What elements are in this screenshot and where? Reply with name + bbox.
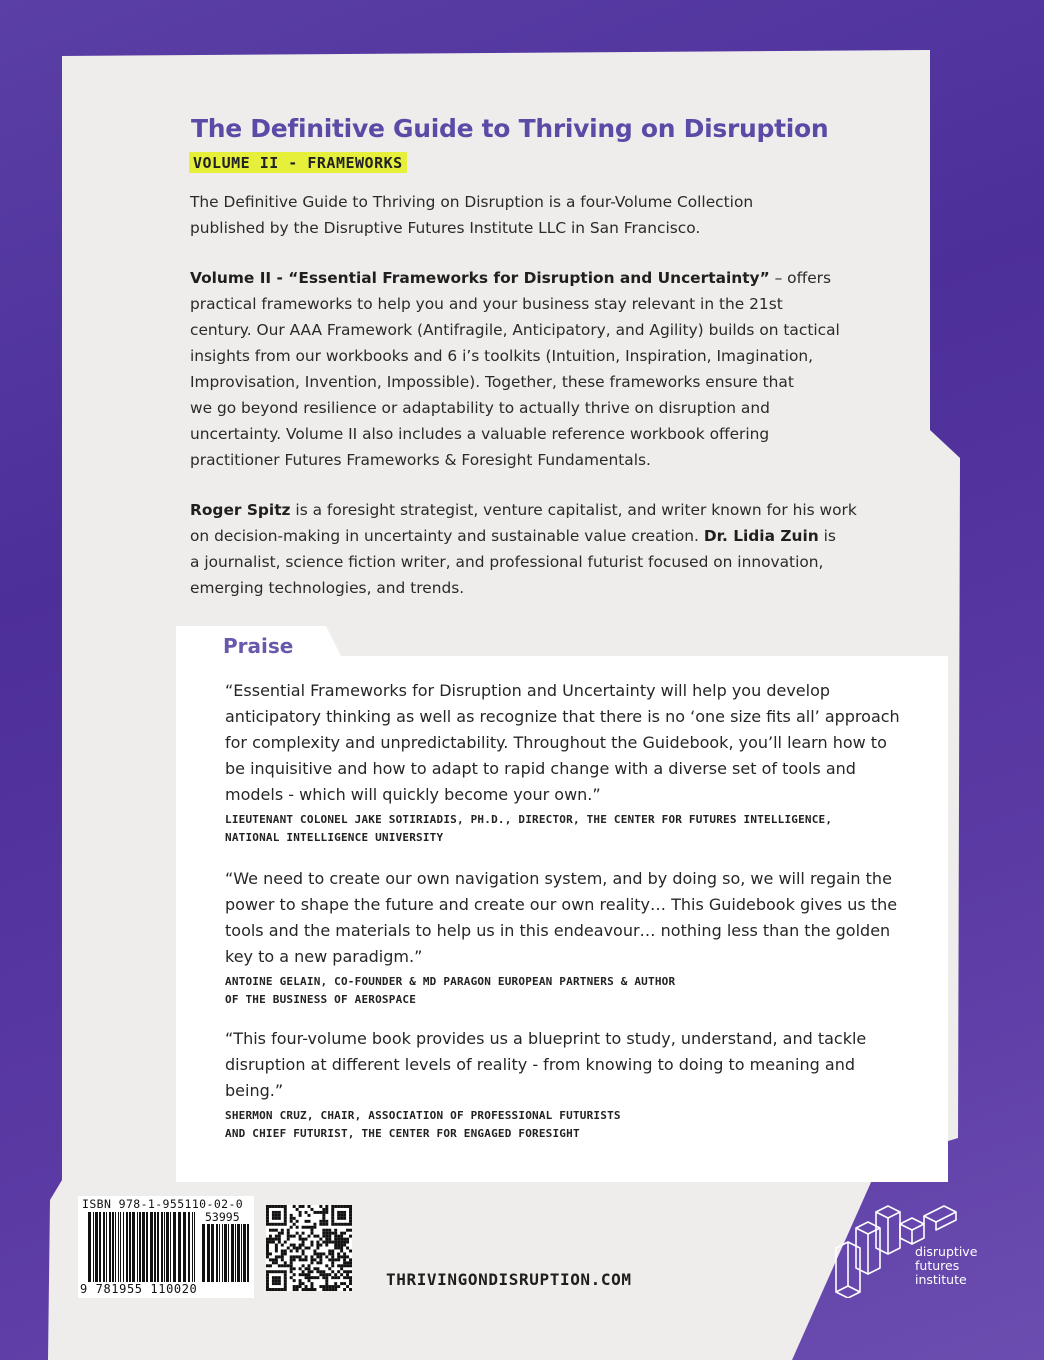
website-url: THRIVINGONDISRUPTION.COM [386, 1270, 632, 1289]
quote-attribution: SHERMON CRUZ, CHAIR, ASSOCIATION OF PROFESSIONAL FUTURISTS [225, 1109, 621, 1122]
qr-code-icon [266, 1205, 352, 1291]
quote-attribution: AND CHIEF FUTURIST, THE CENTER FOR ENGAGED FORESIGHT [225, 1127, 580, 1140]
quote-line: power to shape the future and create our own reality… This Guidebook gives us the [225, 895, 898, 914]
authors-line [190, 523, 857, 549]
intro-line: published by the Disruptive Futures Institute LLC in San Francisco. [190, 219, 701, 237]
quote-line: tools and the materials to help us in this endeavour… nothing less than the golden [225, 921, 891, 940]
dfi-logo-line: futures [915, 1258, 960, 1273]
praise-label: Praise [223, 634, 294, 658]
volume-lead-line [190, 265, 840, 291]
intro-paragraph [190, 189, 753, 241]
volume-line: insights from our workbooks and 6 i’s toolkits (Intuition, Inspiration, Imagination, [190, 347, 814, 365]
quote-line: be inquisitive and how to adapt to rapid change with a diverse set of tools and [225, 759, 856, 778]
quote-attribution: LIEUTENANT COLONEL JAKE SOTIRIADIS, PH.D., DIRECTOR, THE CENTER FOR FUTURES INTELLIGENCE, [225, 813, 833, 826]
quote-line: “This four-volume book provides us a blueprint to study, understand, and tackle [225, 1029, 867, 1048]
dfi-logo-line: institute [915, 1272, 967, 1287]
quote-line: “We need to create our own navigation system, and by doing so, we will regain the [225, 869, 892, 888]
intro-line: The Definitive Guide to Thriving on Disruption is a four-Volume Collection [190, 193, 754, 211]
authors-line [190, 497, 857, 523]
dfi-logo-text [915, 1245, 977, 1287]
dfi-logo-line: disruptive [915, 1244, 978, 1259]
authors-line: emerging technologies, and trends. [190, 579, 465, 597]
authors-line: a journalist, science fiction writer, and professional futurist focused on innovation, [190, 553, 824, 571]
barcode-addon-icon [202, 1224, 250, 1282]
quote-attribution: OF THE BUSINESS OF AEROSPACE [225, 993, 417, 1006]
quote-attribution: ANTOINE GELAIN, CO-FOUNDER & MD PARAGON EUROPEAN PARTNERS & AUTHOR [225, 975, 676, 988]
volume-line: practical frameworks to help you and your business stay relevant in the 21st [190, 295, 783, 313]
book-title: The Definitive Guide to Thriving on Disruption [191, 114, 829, 143]
quote-attribution: NATIONAL INTELLIGENCE UNIVERSITY [225, 831, 444, 844]
volume-lead-bold: Volume II - “Essential Frameworks for Disruption and Uncertainty” [190, 269, 770, 287]
volume-line: uncertainty. Volume II also includes a valuable reference workbook offering [190, 425, 770, 443]
quote-line: “Essential Frameworks for Disruption and Uncertainty will help you develop [225, 681, 831, 700]
barcode-main-icon [88, 1212, 196, 1282]
quote-line: being.” [225, 1081, 284, 1100]
authors-text: is a foresight strategist, venture capitalist, and writer known for his work [290, 501, 857, 519]
authors-paragraph [190, 497, 857, 601]
quote-block-2 [225, 866, 897, 1009]
author-name-roger: Roger Spitz [190, 501, 291, 519]
quote-line: key to a new paradigm.” [225, 947, 423, 966]
quote-block-1 [225, 678, 900, 847]
isbn-number: ISBN 978-1-955110-02-0 [82, 1197, 244, 1211]
authors-text: is [818, 527, 836, 545]
volume-line: century. Our AAA Framework (Antifragile, Anticipatory, and Agility) builds on tactical [190, 321, 840, 339]
authors-text: on decision-making in uncertainty and sustainable value creation. [190, 527, 704, 545]
volume-line: we go beyond resilience or adaptability to actually thrive on disruption and [190, 399, 770, 417]
quote-line: for complexity and unpredictability. Throughout the Guidebook, you’ll learn how to [225, 733, 887, 752]
quote-line: anticipatory thinking as well as recognize that there is no ‘one size fits all’ approach [225, 707, 900, 726]
quote-block-3 [225, 1026, 866, 1143]
isbn-price-code: 53995 [205, 1210, 240, 1224]
author-name-lidia: Dr. Lidia Zuin [703, 527, 819, 545]
volume-line: Improvisation, Invention, Impossible). Together, these frameworks ensure that [190, 373, 794, 391]
quote-line: models - which will quickly become your own.” [225, 785, 601, 804]
barcode-digits: 9 781955 110020 [80, 1282, 198, 1296]
volume-paragraph [190, 265, 840, 473]
volume-lead-rest: – offers [769, 269, 832, 287]
quote-line: disruption at different levels of reality - from knowing to doing to meaning and [225, 1055, 855, 1074]
volume-line: practitioner Futures Frameworks & Foresight Fundamentals. [190, 451, 651, 469]
volume-subtitle: VOLUME II - FRAMEWORKS [189, 152, 407, 173]
